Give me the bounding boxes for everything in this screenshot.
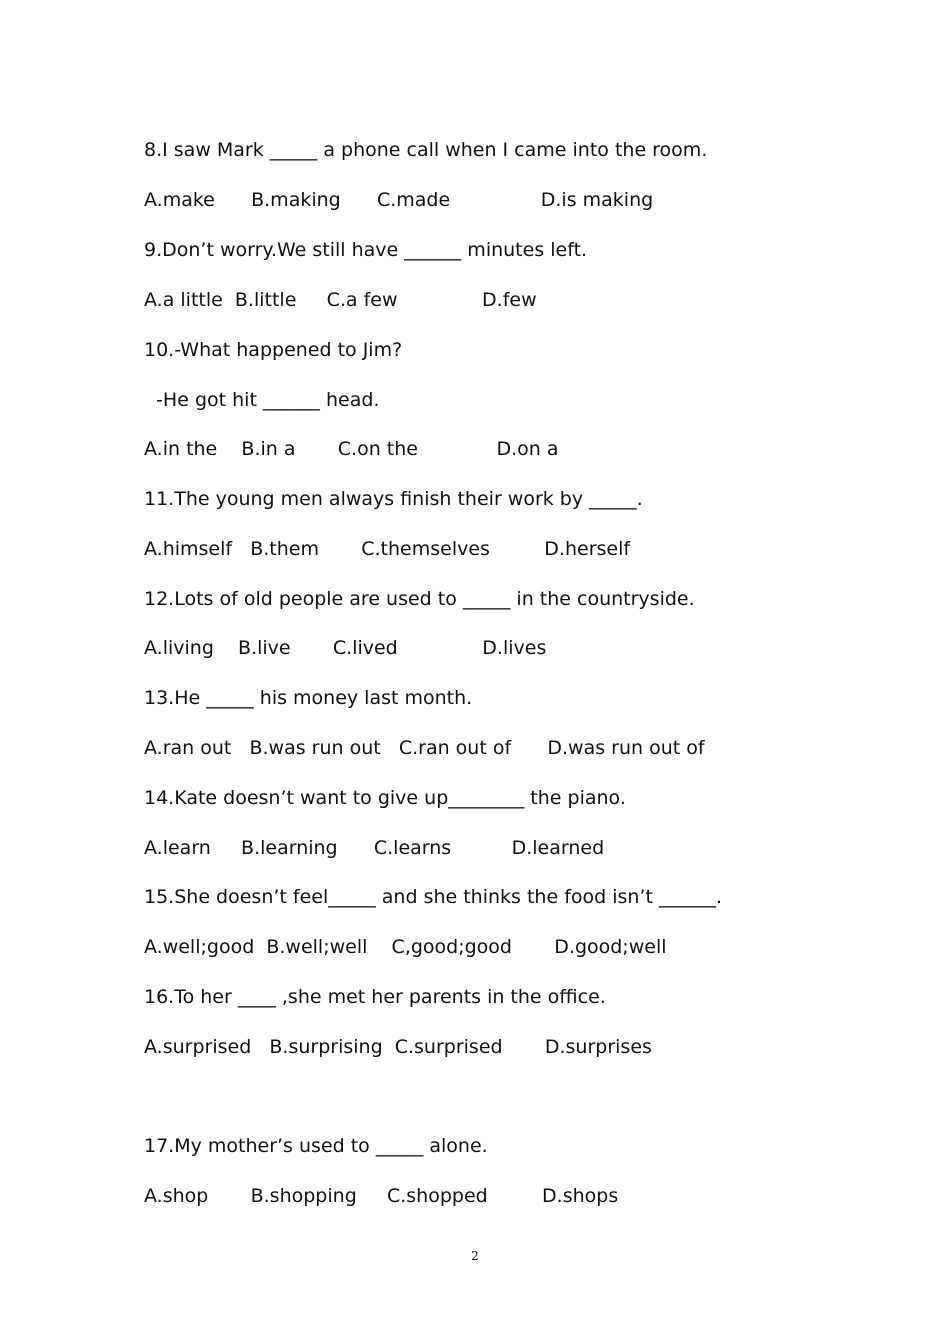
page-number: 2	[471, 1249, 479, 1263]
question-16-stem: 16.To her ____ ,she met her parents in the office.	[144, 986, 606, 1008]
question-12-options: A.living B.live C.lived D.lives	[144, 637, 547, 659]
question-12-stem: 12.Lots of old people are used to _____ in the countryside.	[144, 588, 695, 610]
question-14-stem: 14.Kate doesn’t want to give up________ the piano.	[144, 787, 626, 809]
question-8-stem: 8.I saw Mark _____ a phone call when I came into the room.	[144, 139, 708, 161]
question-10-stem: 10.-What happened to Jim?	[144, 339, 403, 361]
question-17-stem: 17.My mother’s used to _____ alone.	[144, 1135, 488, 1157]
question-9-stem: 9.Don’t worry.We still have ______ minutes left.	[144, 239, 588, 261]
question-11-stem: 11.The young men always finish their work by _____.	[144, 488, 643, 510]
question-8-options: A.make B.making C.made D.is making	[144, 189, 654, 211]
question-13-stem: 13.He _____ his money last month.	[144, 687, 473, 709]
question-10-options: A.in the B.in a C.on the D.on a	[144, 438, 559, 460]
question-10-stem-reply: -He got hit ______ head.	[144, 389, 380, 411]
question-14-options: A.learn B.learning C.learns D.learned	[144, 837, 605, 859]
question-9-options: A.a little B.little C.a few D.few	[144, 289, 537, 311]
question-16-options: A.surprised B.surprising C.surprised D.surprises	[144, 1036, 652, 1058]
question-17-options: A.shop B.shopping C.shopped D.shops	[144, 1185, 619, 1207]
question-15-options: A.well;good B.well;well C,good;good D.good;well	[144, 936, 667, 958]
question-15-stem: 15.She doesn’t feel_____ and she thinks the food isn’t ______.	[144, 886, 723, 908]
question-11-options: A.himself B.them C.themselves D.herself	[144, 538, 631, 560]
question-13-options: A.ran out B.was run out C.ran out of D.was run out of	[144, 737, 705, 759]
